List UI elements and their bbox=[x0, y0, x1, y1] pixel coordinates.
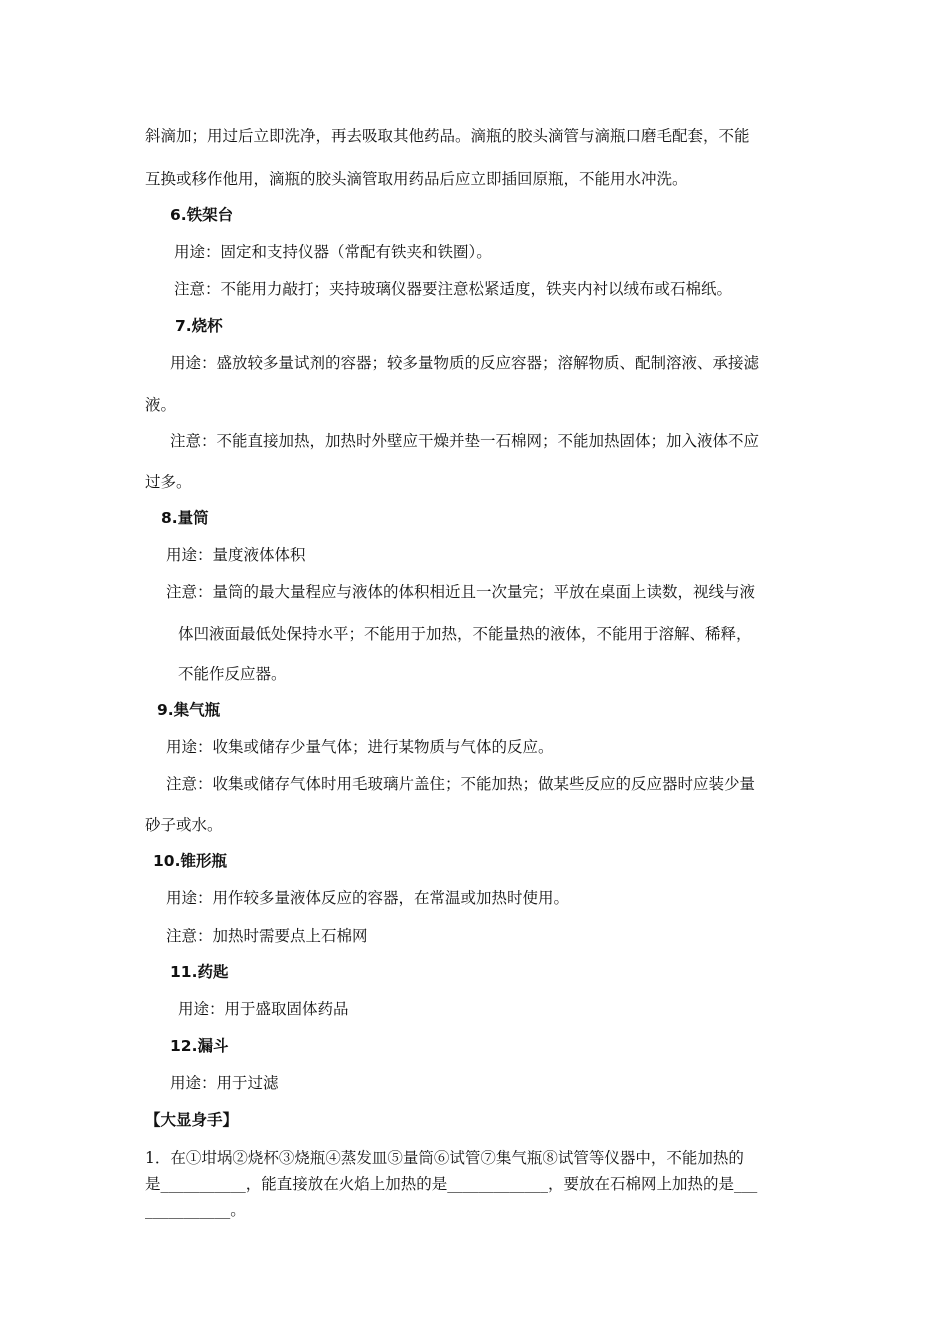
usage-line: 用途：用于过滤 bbox=[170, 1074, 279, 1092]
usage-line: 用途：盛放较多量试剂的容器；较多量物质的反应容器；溶解物质、配制溶液、承接滤 bbox=[170, 354, 760, 372]
caution-line: 注意：不能用力敲打；夹持玻璃仪器要注意松紧适度，铁夹内衬以绒布或石棉纸。 bbox=[174, 280, 733, 298]
caution-line: 注意：不能直接加热，加热时外壁应干燥并垫一石棉网；不能加热固体；加入液体不应 bbox=[170, 432, 760, 450]
section-title-conical-flask: 10.锥形瓶 bbox=[153, 852, 227, 870]
section-title-gas-jar: 9.集气瓶 bbox=[157, 701, 221, 719]
section-title-beaker: 7.烧杯 bbox=[175, 317, 223, 335]
usage-line: 用途：用于盛取固体药品 bbox=[178, 1000, 349, 1018]
usage-line-continued: 液。 bbox=[145, 396, 177, 414]
section-title-graduated-cylinder: 8.量筒 bbox=[161, 509, 209, 527]
intro-paragraph-line: 斜滴加；用过后立即洗净，再去吸取其他药品。滴瓶的胶头滴管与滴瓶口磨毛配套，不能 bbox=[145, 127, 750, 145]
caution-line-continued: 砂子或水。 bbox=[145, 816, 223, 834]
usage-line: 用途：用作较多量液体反应的容器，在常温或加热时使用。 bbox=[166, 889, 570, 907]
section-title-iron-stand: 6.铁架台 bbox=[170, 206, 234, 224]
caution-line-continued: 体凹液面最低处保持水平；不能用于加热，不能量热的液体，不能用于溶解、稀释， bbox=[178, 625, 752, 643]
usage-line: 用途：量度液体体积 bbox=[166, 546, 306, 564]
caution-line: 注意：量筒的最大量程应与液体的体积相近且一次量完；平放在桌面上读数，视线与液 bbox=[166, 583, 756, 601]
intro-paragraph-line: 互换或移作他用，滴瓶的胶头滴管取用药品后应立即插回原瓶，不能用水冲洗。 bbox=[145, 170, 688, 188]
caution-line: 注意：收集或储存气体时用毛玻璃片盖住；不能加热；做某些反应的反应器时应装少量 bbox=[166, 775, 756, 793]
section-title-funnel: 12.漏斗 bbox=[170, 1037, 229, 1055]
usage-line: 用途：固定和支持仪器（常配有铁夹和铁圈）。 bbox=[174, 243, 492, 261]
section-title-spatula: 11.药匙 bbox=[170, 963, 229, 981]
caution-line-continued: 过多。 bbox=[145, 473, 192, 491]
caution-line-continued: 不能作反应器。 bbox=[178, 665, 287, 683]
question-line: 1．在①坩埚②烧杯③烧瓶④蒸发皿⑤量筒⑥试管⑦集气瓶⑧试管等仪器中，不能加热的 bbox=[145, 1149, 744, 1167]
caution-line: 注意：加热时需要点上石棉网 bbox=[166, 927, 368, 945]
question-line: 是___________，能直接放在火焰上加热的是_____________，要放在石棉网上加热的是___ bbox=[145, 1175, 758, 1193]
exercise-heading: 【大显身手】 bbox=[145, 1111, 239, 1129]
usage-line: 用途：收集或储存少量气体；进行某物质与气体的反应。 bbox=[166, 738, 554, 756]
question-line: ___________。 bbox=[145, 1201, 246, 1219]
